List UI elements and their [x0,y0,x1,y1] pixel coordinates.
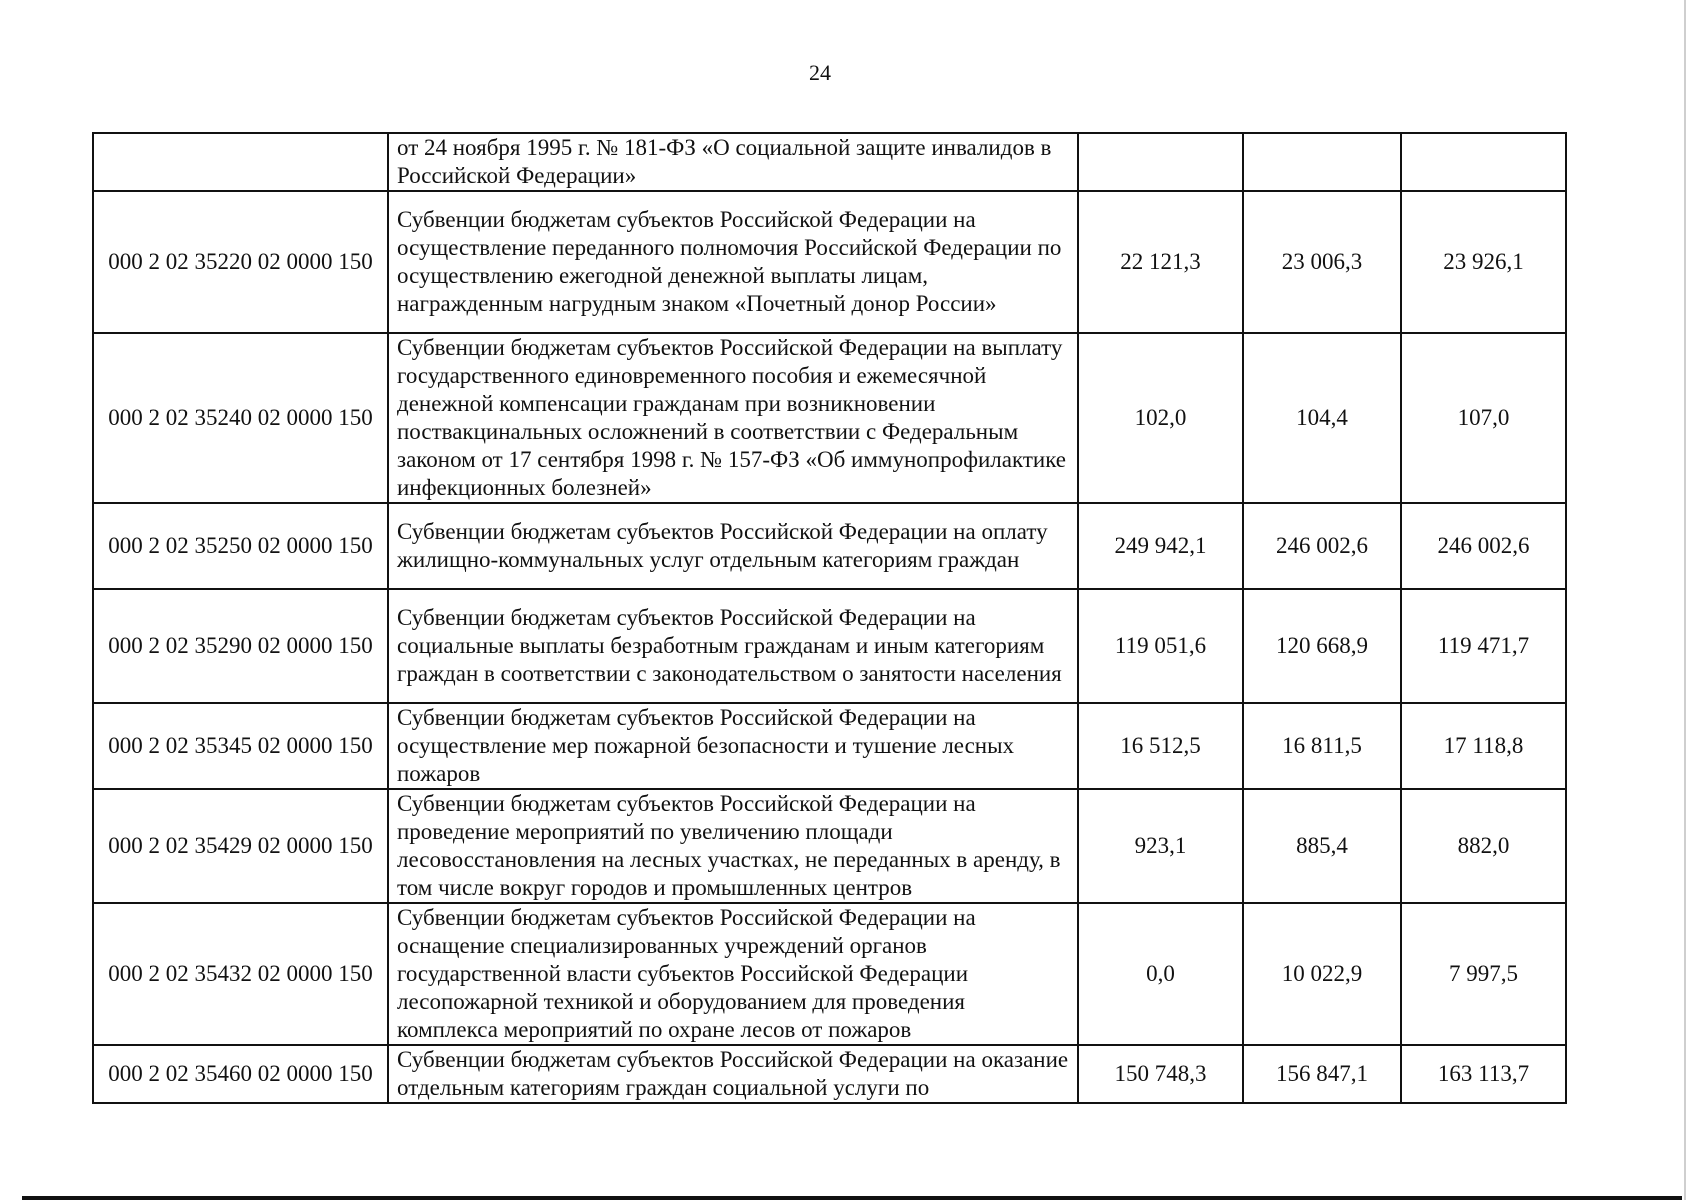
amount-year-1: 150 748,3 [1078,1045,1243,1103]
row-description: Субвенции бюджетам субъектов Российской Федерации на осуществление переданного полномочия Российской Федерации по осуществлению ежегодной денежной выплаты лицам, награжденным нагрудным знаком «Почетный донор России» [388,191,1078,333]
table-row [93,333,1566,503]
row-description: Субвенции бюджетам субъектов Российской Федерации на социальные выплаты безработным гражданам и иным категориям граждан в соответствии с законодательством о занятости населения [388,589,1078,703]
amount-year-2: 10 022,9 [1243,903,1401,1045]
budget-code: 000 2 02 35220 02 0000 150 [93,191,388,333]
row-description: Субвенции бюджетам субъектов Российской Федерации на проведение мероприятий по увеличению площади лесовосстановления на лесных участках, не переданных в аренду, в том числе вокруг городов и промышленных центров [388,789,1078,903]
amount-year-2: 156 847,1 [1243,1045,1401,1103]
amount-year-1: 923,1 [1078,789,1243,903]
row-description: Субвенции бюджетам субъектов Российской Федерации на оплату жилищно-коммунальных услуг отдельным категориям граждан [388,503,1078,589]
table-row [93,703,1566,789]
amount-year-3: 7 997,5 [1401,903,1566,1045]
budget-table [92,132,1567,1104]
amount-year-1: 102,0 [1078,333,1243,503]
amount-year-3 [1401,133,1566,191]
table-row [93,191,1566,333]
amount-year-3: 882,0 [1401,789,1566,903]
amount-year-2 [1243,133,1401,191]
row-description: Субвенции бюджетам субъектов Российской Федерации на оказание отдельным категориям граждан социальной услуги по [388,1045,1078,1103]
table-row [93,789,1566,903]
amount-year-3: 246 002,6 [1401,503,1566,589]
amount-year-2: 23 006,3 [1243,191,1401,333]
table-row [93,133,1566,191]
budget-code: 000 2 02 35240 02 0000 150 [93,333,388,503]
budget-code [93,133,388,191]
table-row [93,1045,1566,1103]
budget-code: 000 2 02 35429 02 0000 150 [93,789,388,903]
amount-year-1: 0,0 [1078,903,1243,1045]
budget-code: 000 2 02 35250 02 0000 150 [93,503,388,589]
amount-year-3: 163 113,7 [1401,1045,1566,1103]
amount-year-1: 22 121,3 [1078,191,1243,333]
amount-year-1: 249 942,1 [1078,503,1243,589]
budget-code: 000 2 02 35432 02 0000 150 [93,903,388,1045]
amount-year-2: 104,4 [1243,333,1401,503]
scan-right-edge [1684,0,1686,1200]
amount-year-2: 885,4 [1243,789,1401,903]
budget-code: 000 2 02 35460 02 0000 150 [93,1045,388,1103]
amount-year-1 [1078,133,1243,191]
budget-code: 000 2 02 35290 02 0000 150 [93,589,388,703]
amount-year-1: 119 051,6 [1078,589,1243,703]
amount-year-2: 16 811,5 [1243,703,1401,789]
row-description: Субвенции бюджетам субъектов Российской Федерации на оснащение специализированных учреждений органов государственной власти субъектов Российской Федерации лесопожарной техникой и оборудованием для проведения комплекса мероприятий по охране лесов от пожаров [388,903,1078,1045]
row-description: Субвенции бюджетам субъектов Российской Федерации на осуществление мер пожарной безопасности и тушение лесных пожаров [388,703,1078,789]
amount-year-3: 119 471,7 [1401,589,1566,703]
amount-year-3: 17 118,8 [1401,703,1566,789]
table-row [93,903,1566,1045]
row-description: Субвенции бюджетам субъектов Российской Федерации на выплату государственного единовременного пособия и ежемесячной денежной компенсации гражданам при возникновении поствакцинальных осложнений в соответствии с Федеральным законом от 17 сентября 1998 г. № 157-ФЗ «Об иммунопрофилактике инфекционных болезней» [388,333,1078,503]
page-number: 24 [809,60,831,85]
amount-year-2: 246 002,6 [1243,503,1401,589]
amount-year-1: 16 512,5 [1078,703,1243,789]
scan-bottom-edge [22,1196,1682,1200]
table-row [93,589,1566,703]
budget-code: 000 2 02 35345 02 0000 150 [93,703,388,789]
row-description: от 24 ноября 1995 г. № 181-ФЗ «О социальной защите инвалидов в Российской Федерации» [388,133,1078,191]
amount-year-2: 120 668,9 [1243,589,1401,703]
amount-year-3: 107,0 [1401,333,1566,503]
amount-year-3: 23 926,1 [1401,191,1566,333]
table-row [93,503,1566,589]
